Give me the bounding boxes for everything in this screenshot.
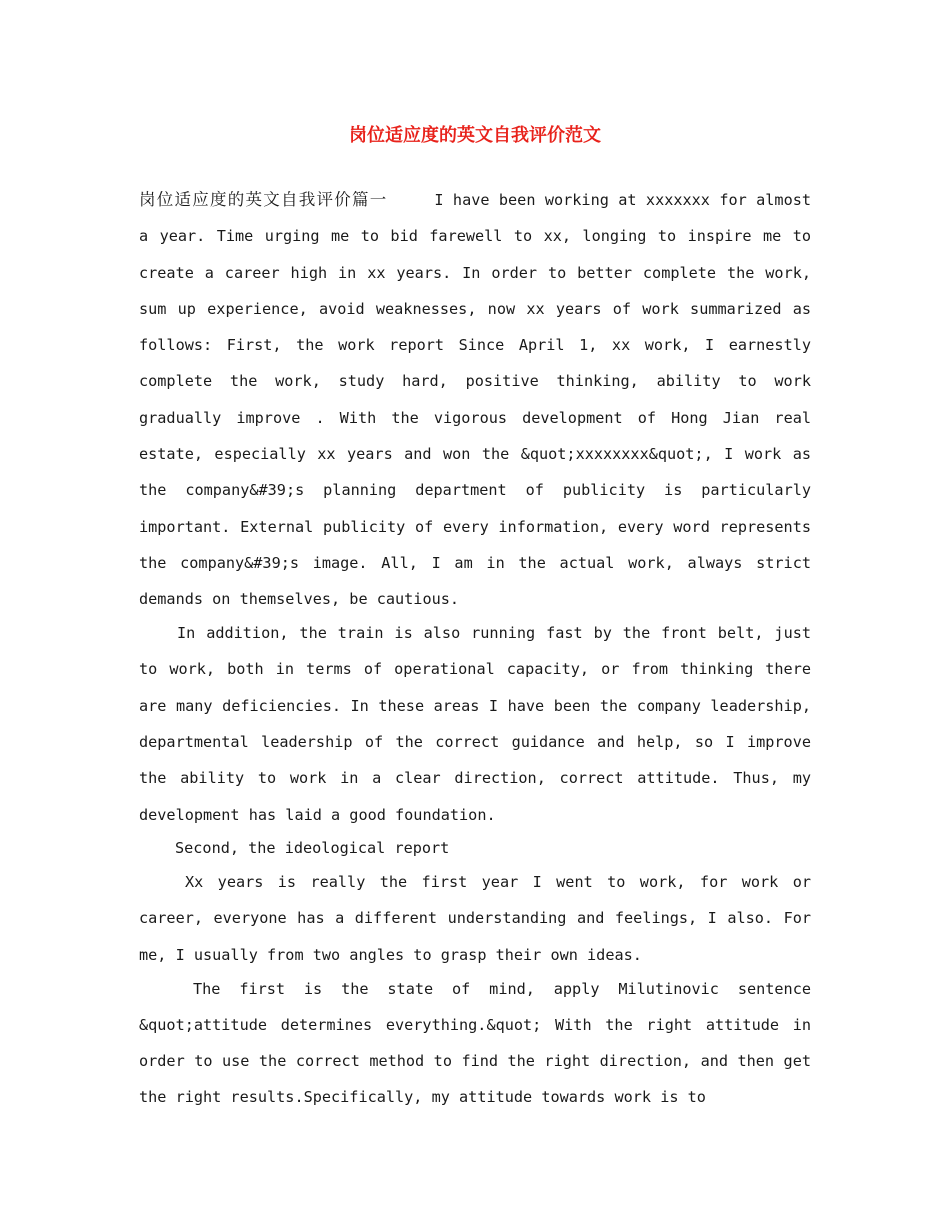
document-title: 岗位适应度的英文自我评价范文	[349, 125, 601, 146]
section-heading: 岗位适应度的英文自我评价篇一	[139, 190, 388, 209]
paragraph-3: Second, the ideological report	[175, 839, 450, 858]
paragraph-1	[139, 182, 821, 618]
paragraph-1-text: I have been working at xxxxxxx for almost a year. Time urging me to bid farewell to xx, longing to inspire me to create a career high in xx years. In order to better complete the work, sum up experience, avoid weaknesses, now xx years of work summarized as follows: First, the work report Since April 1, xx work, I earnestly complete the work, study hard, positive thinking, ability to work gradually improve . With the vigorous development of Hong Jian real estate, especially xx years and won the &quot;xxxxxxxx&quot;, I work as the company&#39;s planning department of publicity is particularly important. External publicity of every information, every word represents the company&#39;s image. All, I am in the actual work, always strict demands on themselves, be cautious.	[139, 191, 821, 609]
paragraph-2: In addition, the train is also running fast by the front belt, just to work, both in terms of operational capacity, or from thinking there are many deficiencies. In these areas I have been the company leadership, departmental leadership of the correct guidance and help, so I improve the ability to work in a clear direction, correct attitude. Thus, my development has laid a good foundation.	[139, 624, 811, 824]
paragraph-4: Xx years is really the first year I went to work, for work or career, everyone has a different understanding and feelings, I also. For me, I usually from two angles to grasp their own ideas.	[139, 873, 811, 964]
document-body	[139, 182, 821, 1113]
paragraph-5: The first is the state of mind, apply Milutinovic sentence &quot;attitude determines everything.&quot; With the right attitude in order to use the correct method to find the right direction, and then get the right results.Specifically, my attitude towards work is to	[139, 979, 811, 1107]
